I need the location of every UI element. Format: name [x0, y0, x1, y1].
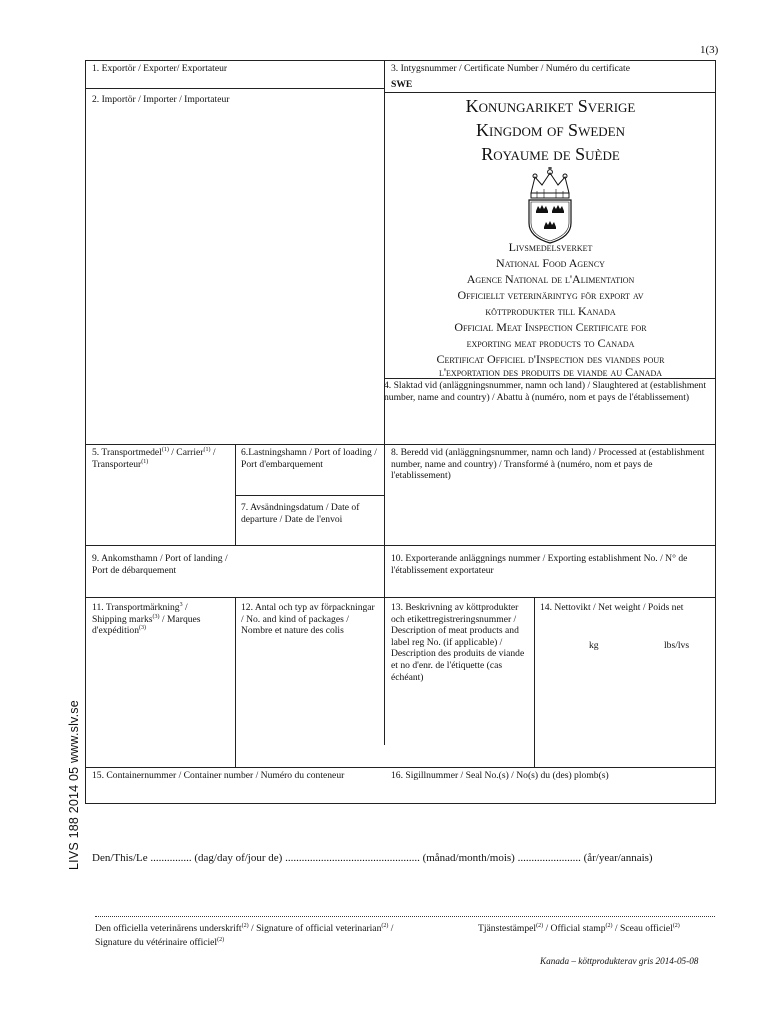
- certificate-title-en-2: exporting meat products to Canada: [466, 336, 635, 350]
- signature-dotted-line: [95, 916, 715, 917]
- country-name-en: Kingdom of Sweden: [476, 120, 625, 140]
- field-4-slaughtered-at-label: 4. Slaktad vid (anläggningsnummer, namn och land) / Slaughtered at (establishment number, name and country) / Abattu à (numéro, nom et pays de l'établissement): [384, 380, 706, 403]
- veterinarian-signature-label: Den officiella veterinärens underskrift$^{(2)}$ / Signature of official veterinarian$^{(2)}$ / Signature du vétérinaire officiel$^{(2)}$: [95, 923, 394, 948]
- field-11-shipping-marks-label: 11. Transportmärkning$^3$ / Shipping marks$^{(3)}$ / Marques d'expédition$^{(3)}$: [92, 601, 201, 637]
- page-number: 1(3): [700, 44, 719, 56]
- certificate-title-fr-1: Certificat Officiel d'Inspection des viandes pour: [436, 352, 665, 366]
- field-7-date-of-departure-label: 7. Avsändningsdatum / Date of departure / Date de l'envoi: [241, 502, 360, 525]
- certificate-title-fr-2: l'exportation des produits de viande au Canada: [438, 365, 663, 379]
- date-line: Den/This/Le ............... (dag/day of/jour de) ................................................. (månad/month/mois) ....................... (år/year/annais): [92, 852, 653, 864]
- field-9-port-of-landing-label: 9. Ankomsthamn / Port of landing / Port de débarquement: [92, 553, 228, 576]
- agency-line-3: Agence National de l'Alimentation: [466, 272, 635, 286]
- field-12-packages-label: 12. Antal och typ av förpackningar / No. and kind of packages / Nombre et nature des colis: [241, 602, 375, 637]
- certificate-title-en-1: Official Meat Inspection Certificate for: [454, 320, 647, 334]
- field-2-importer-label: 2. Importör / Importer / Importateur: [92, 94, 230, 105]
- field-5-carrier-label: 5. Transportmedel$^{(1)}$ / Carrier$^{(1)}$ / Transporteur$^{(1)}$: [92, 446, 216, 470]
- field-15-container-number-label: 15. Containernummer / Container number / Numéro du conteneur: [92, 770, 345, 781]
- field-14-net-weight-label: 14. Nettovikt / Net weight / Poids net: [540, 602, 684, 613]
- certificate-title-sv-1: Officiellt veterinärintyg för export av: [457, 288, 644, 302]
- agency-line-2: National Food Agency: [496, 256, 605, 270]
- field-8-processed-at-label: 8. Beredd vid (anläggningsnummer, namn och land) / Processed at (establishment number, name and country) / Transformé à (numéro, nom et pays de l'etablissement): [391, 447, 705, 482]
- field-14-kg-unit: kg: [589, 640, 599, 651]
- certificate-form: [85, 60, 716, 804]
- field-10-exporting-establishment-label: 10. Exporterande anläggnings nummer / Exporting establishment No. / N° de l'établissement exportateur: [391, 553, 688, 576]
- certificate-title-sv-2: köttprodukter till Kanada: [485, 304, 616, 318]
- swedish-coat-of-arms-icon: [517, 167, 583, 245]
- field-1-exporter-label: 1. Exportör / Exporter/ Exportateur: [92, 63, 228, 74]
- agency-line-1: Livsmedelsverket: [508, 240, 593, 254]
- document-footer: Kanada – köttprodukterav gris 2014-05-08: [540, 956, 699, 966]
- field-3-certificate-number-value: SWE: [391, 79, 413, 90]
- field-3-certificate-number-label: 3. Intygsnummer / Certificate Number / Numéro du certificate: [391, 63, 630, 74]
- side-reference: LIVS 188 2014 05 www.slv.se: [67, 700, 81, 870]
- field-16-seal-number-label: 16. Sigillnummer / Seal No.(s) / No(s) du (des) plomb(s): [391, 770, 609, 781]
- country-name-sv: Konungariket Sverige: [465, 96, 636, 116]
- field-14-lbs-unit: lbs/lvs: [664, 640, 690, 651]
- field-13-description-label: 13. Beskrivning av köttprodukter och etikettregistreringsnummer / Description of meat products and label reg No. (if applicable) / Description des produits de viande et no d'enr. de l'étiquette (cas échéant): [391, 602, 525, 683]
- field-6-port-of-loading-label: 6.Lastningshamn / Port of loading / Port d'embarquement: [241, 447, 377, 470]
- country-name-fr: Royaume de Suède: [481, 144, 620, 164]
- official-stamp-label: Tjänstestämpel$^{(2)}$ / Official stamp$^{(2)}$ / Sceau officiel$^{(2)}$: [478, 923, 680, 935]
